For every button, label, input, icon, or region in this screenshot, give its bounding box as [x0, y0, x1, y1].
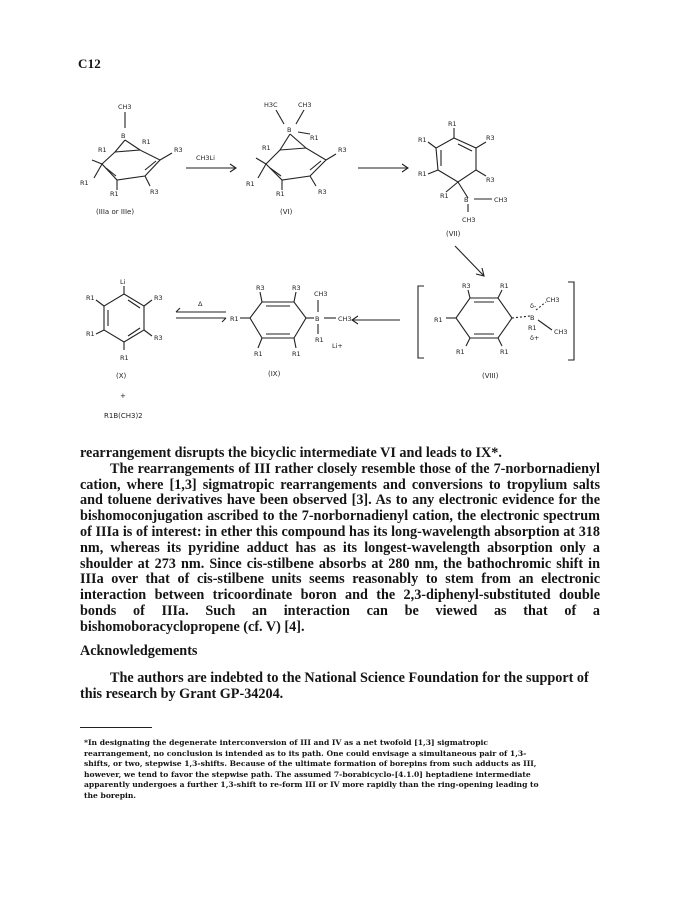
scheme-label: R1: [310, 134, 319, 142]
scheme-label: R1: [500, 282, 509, 290]
byproduct-label: R1B(CH3)2: [104, 412, 143, 420]
scheme-label: R1: [276, 190, 285, 198]
scheme-label: R1: [418, 136, 427, 144]
scheme-label: R1: [262, 144, 271, 152]
compound-IIIa-caption: (IIIa or IIIe): [96, 208, 135, 216]
scheme-label: B: [464, 196, 469, 204]
scheme-label: CH3: [314, 290, 328, 298]
compound-VII-structure: [428, 128, 492, 212]
scheme-label: R1: [500, 348, 509, 356]
compound-X-caption: (X): [116, 372, 127, 380]
scheme-label: R1: [528, 324, 537, 332]
scheme-label: B: [287, 126, 292, 134]
scheme-label: R1: [456, 348, 465, 356]
compound-IX-caption: (IX): [268, 370, 281, 378]
scheme-label: δ+: [530, 334, 540, 342]
compound-VI-caption: (VI): [280, 208, 293, 216]
scheme-label: B: [315, 315, 320, 323]
equilibrium-symbol: Δ: [198, 300, 203, 308]
scheme-label: R3: [154, 294, 163, 302]
scheme-label: R3: [318, 188, 327, 196]
scheme-label: R1: [254, 350, 263, 358]
scheme-label: R1: [440, 192, 449, 200]
scheme-label: CH3: [546, 296, 560, 304]
scheme-label: R3: [486, 176, 495, 184]
paragraph-1: rearrangement disrupts the bicyclic intermediate VI and leads to IX*.: [80, 445, 502, 461]
scheme-label: H3C: [264, 101, 278, 109]
scheme-label: R1: [98, 146, 107, 154]
page-number: C12: [78, 56, 101, 71]
compound-VII-caption: (VII): [446, 230, 461, 238]
acknowledgements-text: The authors are indebted to the National Science Foundation for the support of this research by Grant GP-34204.: [80, 670, 589, 702]
footnote-divider: [80, 727, 152, 728]
scheme-label: R1: [292, 350, 301, 358]
scheme-label: R3: [462, 282, 471, 290]
scheme-label: Li+: [332, 342, 343, 350]
scheme-label: CH3: [462, 216, 476, 224]
scheme-label: R1: [434, 316, 443, 324]
scheme-label: δ-: [530, 302, 537, 310]
reaction-scheme: [0, 0, 680, 440]
scheme-label: R1: [448, 120, 457, 128]
scheme-label: Li: [120, 278, 126, 286]
scheme-label: R3: [292, 284, 301, 292]
scheme-label: R3: [154, 334, 163, 342]
reagent-label: CH3Li: [196, 154, 215, 162]
scheme-label: R1: [86, 294, 95, 302]
scheme-label: R1: [142, 138, 151, 146]
scheme-label: R1: [120, 354, 129, 362]
scheme-label: R1: [246, 180, 255, 188]
scheme-label: R1: [110, 190, 119, 198]
scheme-label: CH3: [298, 101, 312, 109]
scheme-label: R3: [256, 284, 265, 292]
paragraph-2: The rearrangements of III rather closely resemble those of the 7-norbornadienyl cation, where [1,3] sigmatropic rearrangements and conversions to tropylium salts and toluene derivatives have been observed [3]. As to any electronic evidence for the bishomoconjugation ascribed to the 7-norbornadienyl cation, the electronic spectrum of IIIa is of interest: in ether this compound has its long-wavelength absorption at 318 nm, whereas its pyridine adduct has as its longest-wavelength absorption only a shoulder at 273 nm. Since cis-stilbene absorbs at 280 nm, the bathochromic shift in IIIa over that of cis-stilbene units seems reasonably to stem from an electronic interaction between tricoordinate boron and the 2,3-diphenyl-substituted double bonds of IIIa. Such an interaction can be viewed as that of a bishomoboracyclopropene (cf. V) [4].: [80, 460, 600, 635]
scheme-label: CH3: [494, 196, 508, 204]
scheme-label: CH3: [554, 328, 568, 336]
body-text: [80, 446, 600, 636]
scheme-label: R3: [150, 188, 159, 196]
scheme-label: R3: [174, 146, 183, 154]
plus-sign: +: [120, 392, 126, 400]
acknowledgements-heading: Acknowledgements: [80, 643, 198, 659]
scheme-label: R1: [315, 336, 324, 344]
scheme-label: B: [530, 314, 535, 322]
footnote: *In designating the degenerate interconversion of III and IV as a net twofold [1,3] sigmatropic rearrangement, no conclusion is intended as to its path. One could envisage a simultaneous pair of 1,3-shifts, or two, stepwise 1,3-shifts. Because of the ultimate formation of borepins from such adducts as III, however, we tend to favor the stepwise path. The assumed 7-borabicyclo-[4.1.0] heptadiene intermediate apparently undergoes a further 1,3-shift to re-form III or IV more rapidly than the ring-opening leading to the borepin.: [84, 738, 539, 800]
scheme-label: R1: [418, 170, 427, 178]
scheme-label: R1: [80, 179, 89, 187]
scheme-label: B: [121, 132, 126, 140]
scheme-label: R1: [230, 315, 239, 323]
scheme-label: R3: [338, 146, 347, 154]
scheme-label: R3: [486, 134, 495, 142]
compound-X-structure: [96, 286, 152, 350]
scheme-label: CH3: [118, 103, 132, 111]
scheme-label: R1: [86, 330, 95, 338]
compound-VIII-caption: (VIII): [482, 372, 499, 380]
scheme-label: CH3: [338, 315, 352, 323]
